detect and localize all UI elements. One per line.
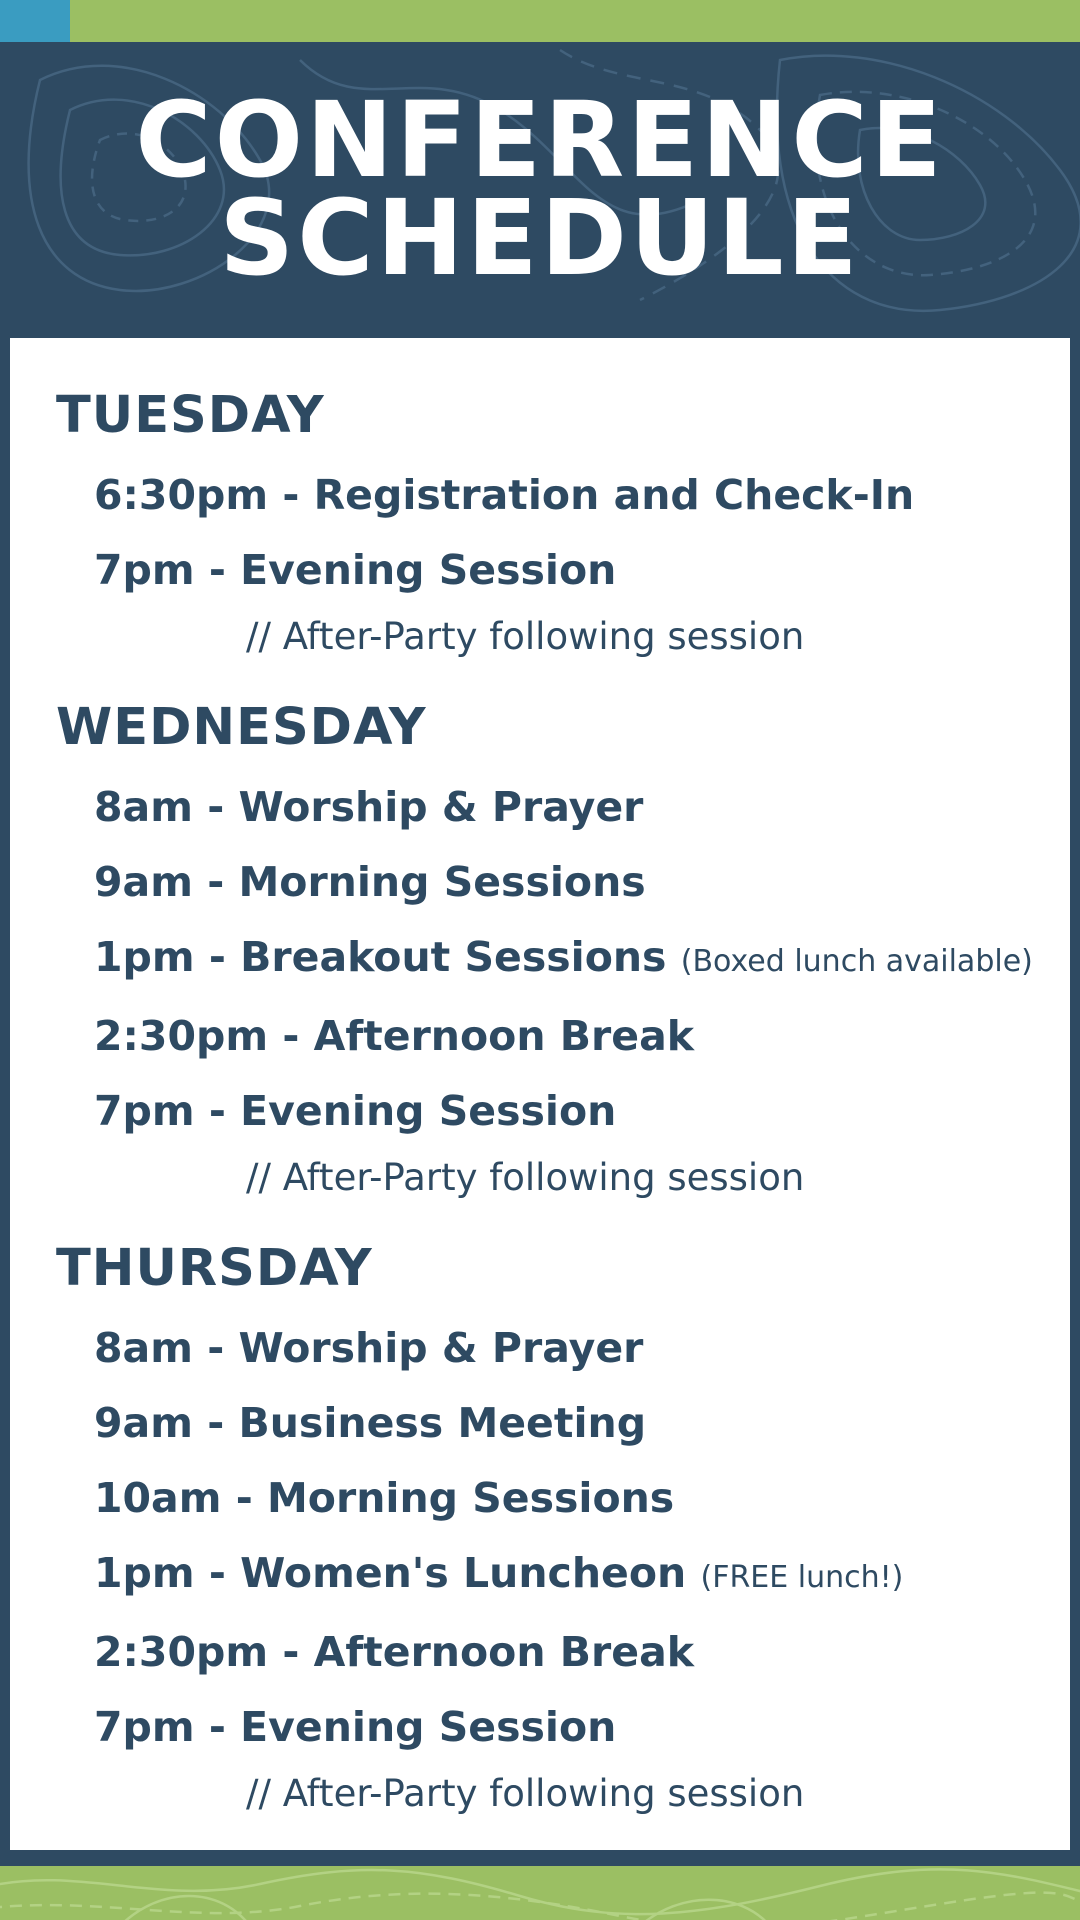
day-block-wednesday bbox=[10, 698, 1070, 1207]
schedule-item: 1pm - Women's Luncheon (FREE lunch!) bbox=[94, 1549, 904, 1597]
schedule-item-note: (Boxed lunch available) bbox=[680, 944, 1033, 979]
day-block-thursday bbox=[10, 1239, 1070, 1823]
page-title-line2: SCHEDULE bbox=[219, 177, 861, 299]
schedule-item: 8am - Worship & Prayer bbox=[94, 1324, 644, 1372]
schedule-item-note: (FREE lunch!) bbox=[700, 1560, 904, 1595]
schedule-item: 7pm - Evening Session bbox=[94, 1703, 617, 1751]
schedule-item: 9am - Business Meeting bbox=[94, 1399, 647, 1447]
schedule-item: 7pm - Evening Session bbox=[94, 546, 617, 594]
header-banner bbox=[0, 42, 1080, 336]
after-party-note: // After-Party following session bbox=[246, 1156, 805, 1199]
schedule-item: 10am - Morning Sessions bbox=[94, 1474, 675, 1522]
after-party-note: // After-Party following session bbox=[246, 1772, 805, 1815]
schedule-item: 6:30pm - Registration and Check-In bbox=[94, 471, 915, 519]
day-heading: TUESDAY bbox=[56, 386, 325, 445]
schedule-item: 9am - Morning Sessions bbox=[94, 858, 646, 906]
day-block-tuesday bbox=[10, 386, 1070, 666]
schedule-item: 8am - Worship & Prayer bbox=[94, 783, 644, 831]
schedule-card bbox=[10, 338, 1070, 1850]
after-party-note: // After-Party following session bbox=[246, 615, 805, 658]
bottom-green-band bbox=[0, 1866, 1080, 1920]
bottom-topo-pattern bbox=[0, 1866, 1080, 1920]
top-green-band bbox=[0, 0, 1080, 42]
page-title-line1: CONFERENCE bbox=[135, 79, 945, 201]
top-blue-accent bbox=[0, 0, 70, 42]
day-heading: WEDNESDAY bbox=[56, 698, 427, 757]
schedule-item: 7pm - Evening Session bbox=[94, 1087, 617, 1135]
schedule-item: 2:30pm - Afternoon Break bbox=[94, 1012, 695, 1060]
day-heading: THURSDAY bbox=[56, 1239, 373, 1298]
bottom-frame-strip bbox=[0, 1850, 1080, 1866]
schedule-item: 2:30pm - Afternoon Break bbox=[94, 1628, 695, 1676]
schedule-item: 1pm - Breakout Sessions (Boxed lunch available) bbox=[94, 933, 1033, 981]
